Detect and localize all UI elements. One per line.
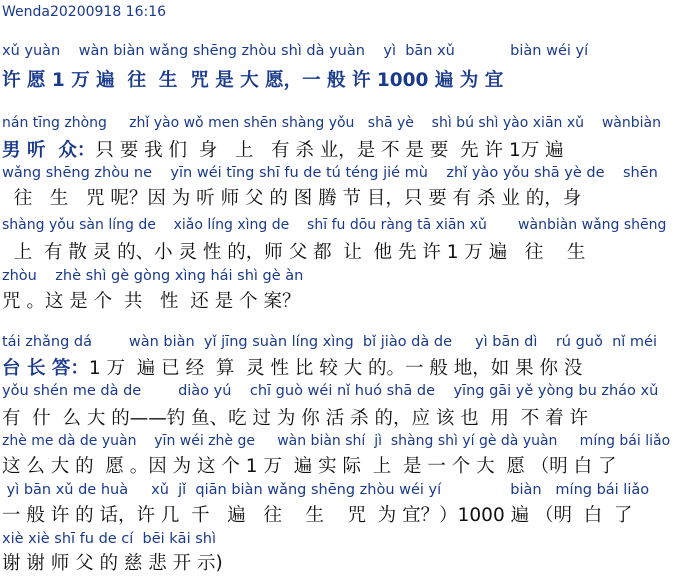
pinyin-line: yǒu shén me dà de diào yú chī guò wéi nǐ huó shā de yīng gāi yě yòng bu zháo xǔ	[2, 383, 659, 399]
text-line: 有 什 么 大 的——钓 鱼、吃 过 为 你 活 杀 的，应 该 也 用 不 着 许	[2, 408, 588, 429]
pinyin-line: xiè xiè shī fu de cí bēi kāi shì	[2, 531, 216, 547]
text-line	[2, 354, 582, 380]
text-line: 谢 谢 师 父 的 慈 悲 开 示)	[2, 553, 223, 574]
pinyin-line: zhè me dà de yuàn yīn wéi zhè ge wàn biàn shí jì shàng shì yí gè dà yuàn míng bái liǎo	[2, 433, 671, 449]
speaker-label: 男 听 众：	[2, 140, 96, 161]
pinyin-line: tái zhǎng dá wàn biàn yǐ jīng suàn líng xìng bǐ jiào dà de yì bān dì rú guǒ nǐ méi	[2, 334, 657, 350]
pinyin-line: nán tīng zhòng zhǐ yào wǒ men shēn shàng yǒu shā yè shì bú shì yào xiān xǔ wànbiàn	[2, 115, 661, 131]
pinyin-line: zhòu zhè shì gè gòng xìng hái shì gè àn	[2, 268, 304, 284]
heading: 许 愿 1 万 遍 往 生 咒 是 大 愿，一 般 许 1000 遍 为 宜	[2, 70, 504, 91]
speaker-label: 台 长 答：	[2, 358, 89, 379]
text-line: 一 般 许 的 话，许 几 千 遍 往 生 咒 为 宜？）1000 遍 （明 白 了	[2, 505, 633, 526]
text-line: 往 生 咒 呢？因 为 听 师 父 的 图 腾 节 目，只 要 有 杀 业 的，身	[2, 188, 582, 209]
pinyin-line: wǎng shēng zhòu ne yīn wéi tīng shī fu de tú téng jié mù zhǐ yào yǒu shā yè de shēn	[2, 165, 658, 181]
text-content: 只 要 我 们 身 上 有 杀 业，是 不 是 要 先 许 1万 遍	[95, 140, 564, 161]
post-header: Wenda20200918 16:16	[2, 4, 167, 20]
pinyin-line: shàng yǒu sàn líng de xiǎo líng xìng de shī fu dōu ràng tā xiān xǔ wànbiàn wǎng shēng	[2, 217, 667, 233]
pinyin-line: xǔ yuàn wàn biàn wǎng shēng zhòu shì dà yuàn yì bān xǔ biàn wéi yí	[2, 43, 589, 59]
text-line	[2, 136, 564, 162]
text-line: 这 么 大 的 愿 。因 为 这 个 1 万 遍 实 际 上 是 一 个 大 愿 （明 白 了	[2, 456, 617, 477]
text-line: 上 有 散 灵 的、小 灵 性 的，师 父 都 让 他 先 许 1 万 遍 往 生	[2, 242, 586, 263]
text-content: 1 万 遍 已 经 算 灵 性 比 较 大 的。一 般 地，如 果 你 没	[88, 358, 583, 379]
text-line: 咒 。这 是 个 共 性 还 是 个 案？	[2, 291, 301, 312]
pinyin-line: yì bān xǔ de huà xǔ jǐ qiān biàn wǎng shēng zhòu wéi yí biàn míng bái liǎo	[2, 482, 650, 498]
